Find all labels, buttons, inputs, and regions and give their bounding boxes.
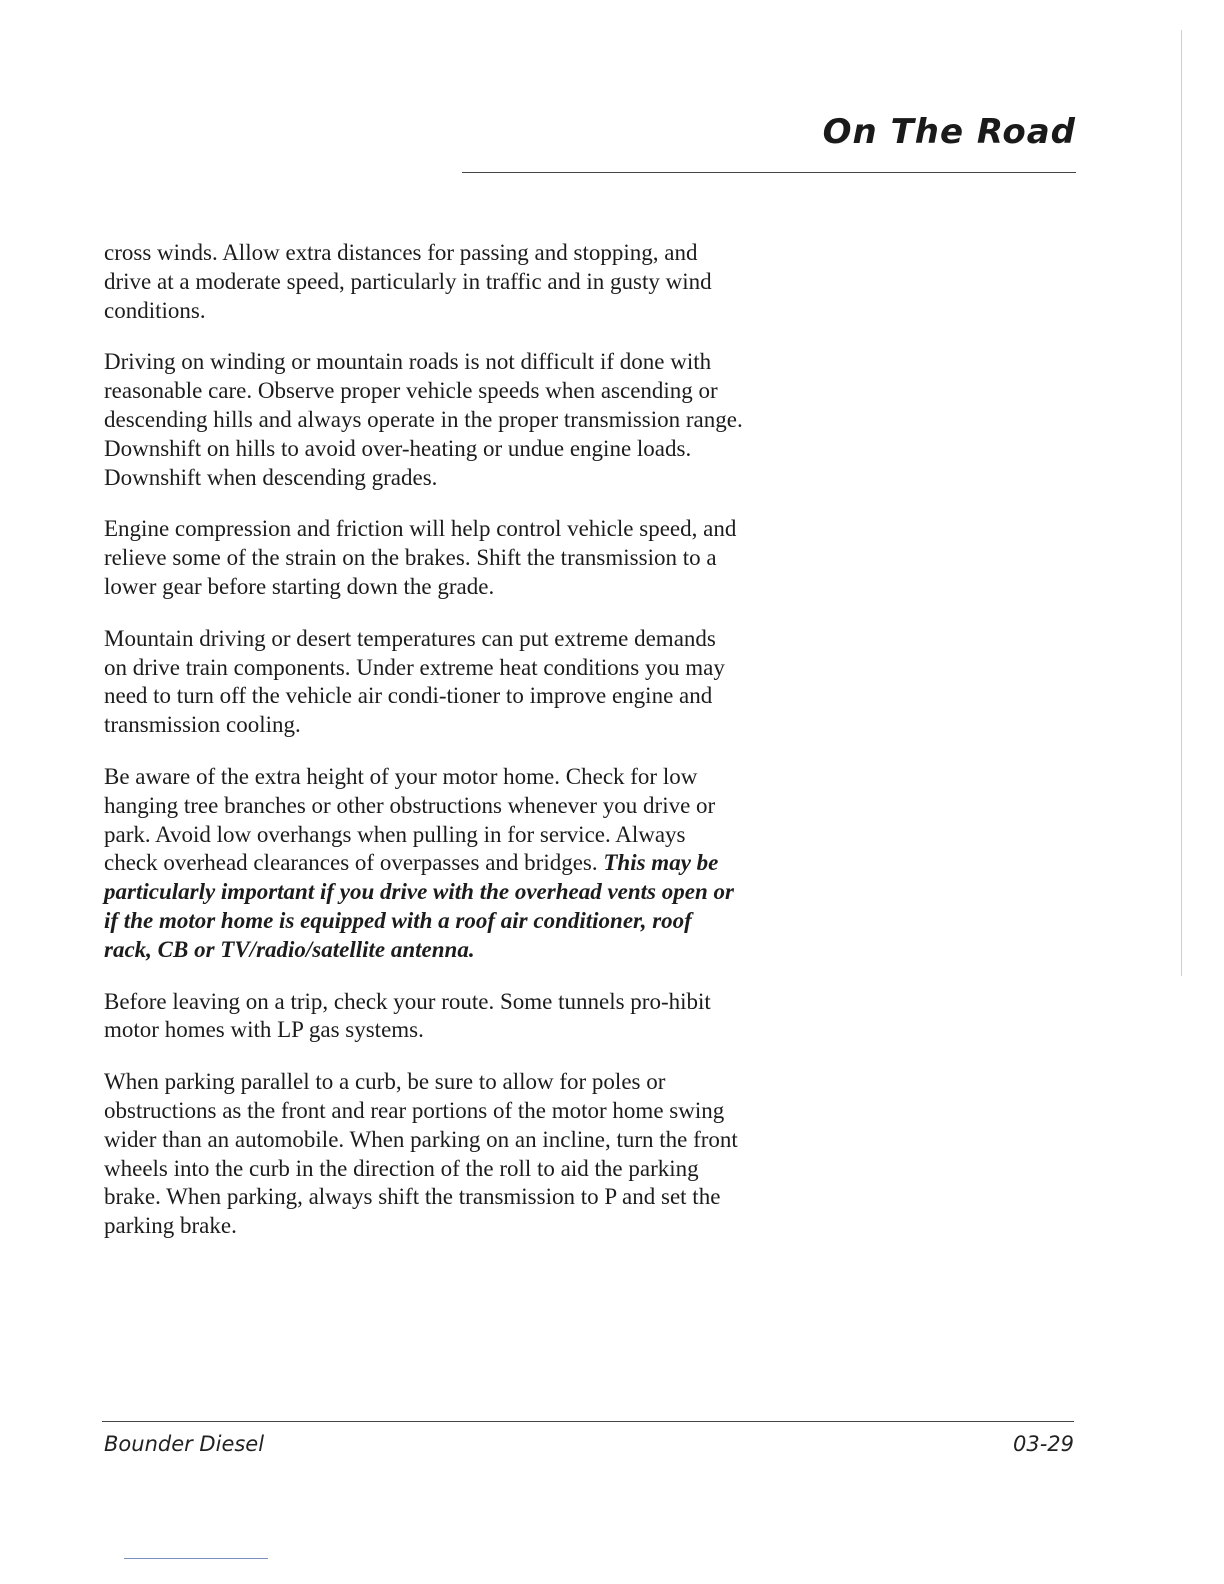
height-warning-emphasis: This may be particularly important if you drive with the overhead vents open or if the motor home is equipped with a roof air conditioner, roof rack, CB or TV/radio/satellite antenna. xyxy=(104,850,734,962)
manual-name: Bounder Diesel xyxy=(104,1432,265,1456)
paragraph-6: Before leaving on a trip, check your route. Some tunnels pro-hibit motor homes with LP gas systems. xyxy=(104,988,711,1043)
header-divider xyxy=(462,172,1076,173)
paragraph-2: Driving on winding or mountain roads is not difficult if done with reasonable care. Observe proper vehicle speeds when ascending or descending hills and always operate in the proper transmission range. Downshift on hills to avoid over-heating or undue engine loads. Downshift when descending grades. xyxy=(104,349,743,490)
paragraph-1: cross winds. Allow extra distances for passing and stopping, and drive at a moderate speed, particularly in traffic and in gusty wind conditions. xyxy=(104,240,712,323)
body-text xyxy=(104,239,744,1264)
footer-divider xyxy=(102,1421,1074,1422)
scan-edge-line xyxy=(1181,30,1182,976)
paragraph-5 xyxy=(104,763,744,965)
paragraph-4: Mountain driving or desert temperatures can put extreme demands on drive train components. Under extreme heat conditions you may need to turn off the vehicle air condi-tioner to improve engine and transmission cooling. xyxy=(104,625,725,738)
paragraph-3: Engine compression and friction will help control vehicle speed, and relieve some of the strain on the brakes. Shift the transmission to a lower gear before starting down the grade. xyxy=(104,516,737,599)
page-number: 03-29 xyxy=(1012,1432,1074,1456)
section-title: On The Road xyxy=(822,112,1076,152)
paragraph-5-text: Be aware of the extra height of your motor home. Check for low hanging tree branches or other obstructions whenever you drive or park. Avoid low overhangs when pulling in for service. Always check overhead clearances of overpasses and bridges. xyxy=(104,763,716,876)
scan-mark xyxy=(124,1558,268,1559)
paragraph-7: When parking parallel to a curb, be sure to allow for poles or obstructions as the front and rear portions of the motor home swing wider than an automobile. When parking on an incline, turn the front wheels into the curb in the direction of the roll to aid the parking brake. When parking, always shift the transmission to P and set the parking brake. xyxy=(104,1069,738,1239)
